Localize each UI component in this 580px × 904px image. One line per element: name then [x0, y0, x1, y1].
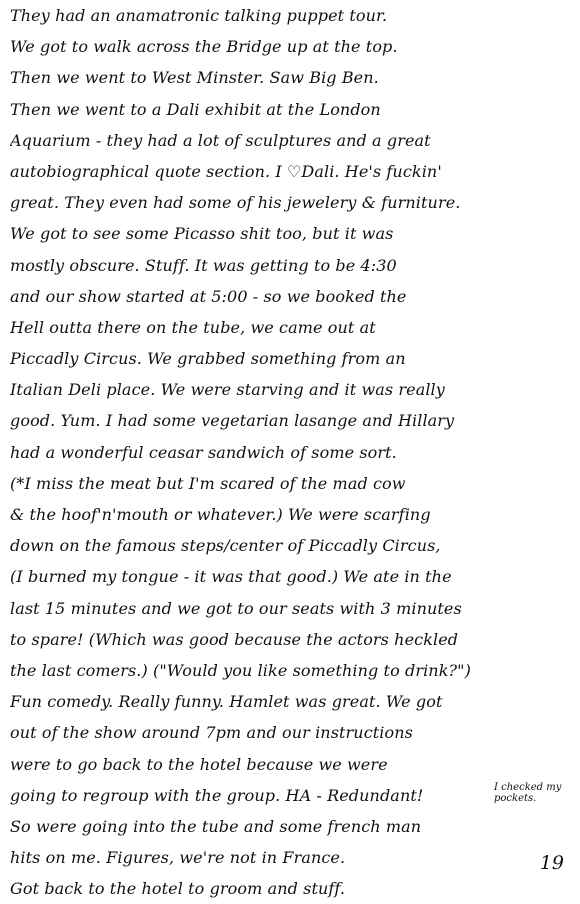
journal-line — [10, 156, 570, 187]
journal-line: mostly obscure. Stuff. It was getting to be 4:30 — [10, 255, 397, 275]
journal-line: (I burned my tongue - it was that good.) We ate in the — [10, 567, 452, 587]
journal-line: Got back to the hotel to groom and stuff. — [10, 879, 346, 899]
journal-line: to spare! (Which was good because the actors heckled — [10, 629, 459, 649]
journal-line: good. Yum. I had some vegetarian lasange and Hillary — [10, 411, 455, 431]
journal-line: hits on me. Figures, we're not in France. — [10, 848, 346, 868]
journal-line: We got to see some Picasso shit too, but it was — [10, 224, 394, 244]
margin-note: I checked my pockets. — [494, 782, 562, 804]
journal-line-end: Dali. He's fuckin' — [301, 161, 442, 181]
journal-line: Then we went to West Minster. Saw Big Ben. — [10, 68, 379, 88]
journal-line: & the hoof'n'mouth or whatever.) We were scarfing — [10, 505, 431, 524]
journal-line: So were going into the tube and some french man — [10, 816, 422, 836]
journal-line: were to go back to the hotel because we were — [10, 754, 388, 774]
journal-line: out of the show around 7pm and our instructions — [10, 723, 413, 743]
journal-line: (*I miss the meat but I'm scared of the mad cow — [10, 473, 406, 493]
journal-line: Fun comedy. Really funny. Hamlet was great. We got — [10, 692, 443, 712]
journal-line: They had an anamatronic talking puppet tour. — [10, 6, 388, 25]
journal-line-start: autobiographical quote section. I — [10, 161, 282, 181]
journal-line: We got to walk across the Bridge up at the top. — [10, 37, 398, 57]
journal-line: the last comers.) ("Would you like something to drink?") — [10, 660, 471, 680]
journal-line: had a wonderful ceasar sandwich of some sort. — [10, 442, 397, 462]
journal-line: great. They even had some of his jewelery & furniture. — [10, 193, 461, 213]
heart-icon: ♡ — [286, 161, 302, 181]
page-number: 19 — [539, 852, 564, 874]
journal-line: last 15 minutes and we got to our seats with 3 minutes — [10, 598, 462, 618]
journal-line: Aquarium - they had a lot of sculptures and a great — [10, 130, 431, 150]
journal-line: Hell outta there on the tube, we came out at — [10, 317, 376, 337]
journal-text — [10, 0, 570, 904]
journal-line: Piccadly Circus. We grabbed something from an — [10, 349, 406, 369]
journal-line: going to regroup with the group. HA - Redundant! — [10, 785, 424, 805]
journal-line: Italian Deli place. We were starving and it was really — [10, 380, 445, 400]
journal-line: and our show started at 5:00 - so we booked the — [10, 286, 407, 306]
journal-line: Then we went to a Dali exhibit at the London — [10, 99, 381, 119]
journal-line: down on the famous steps/center of Piccadly Circus, — [10, 536, 441, 556]
